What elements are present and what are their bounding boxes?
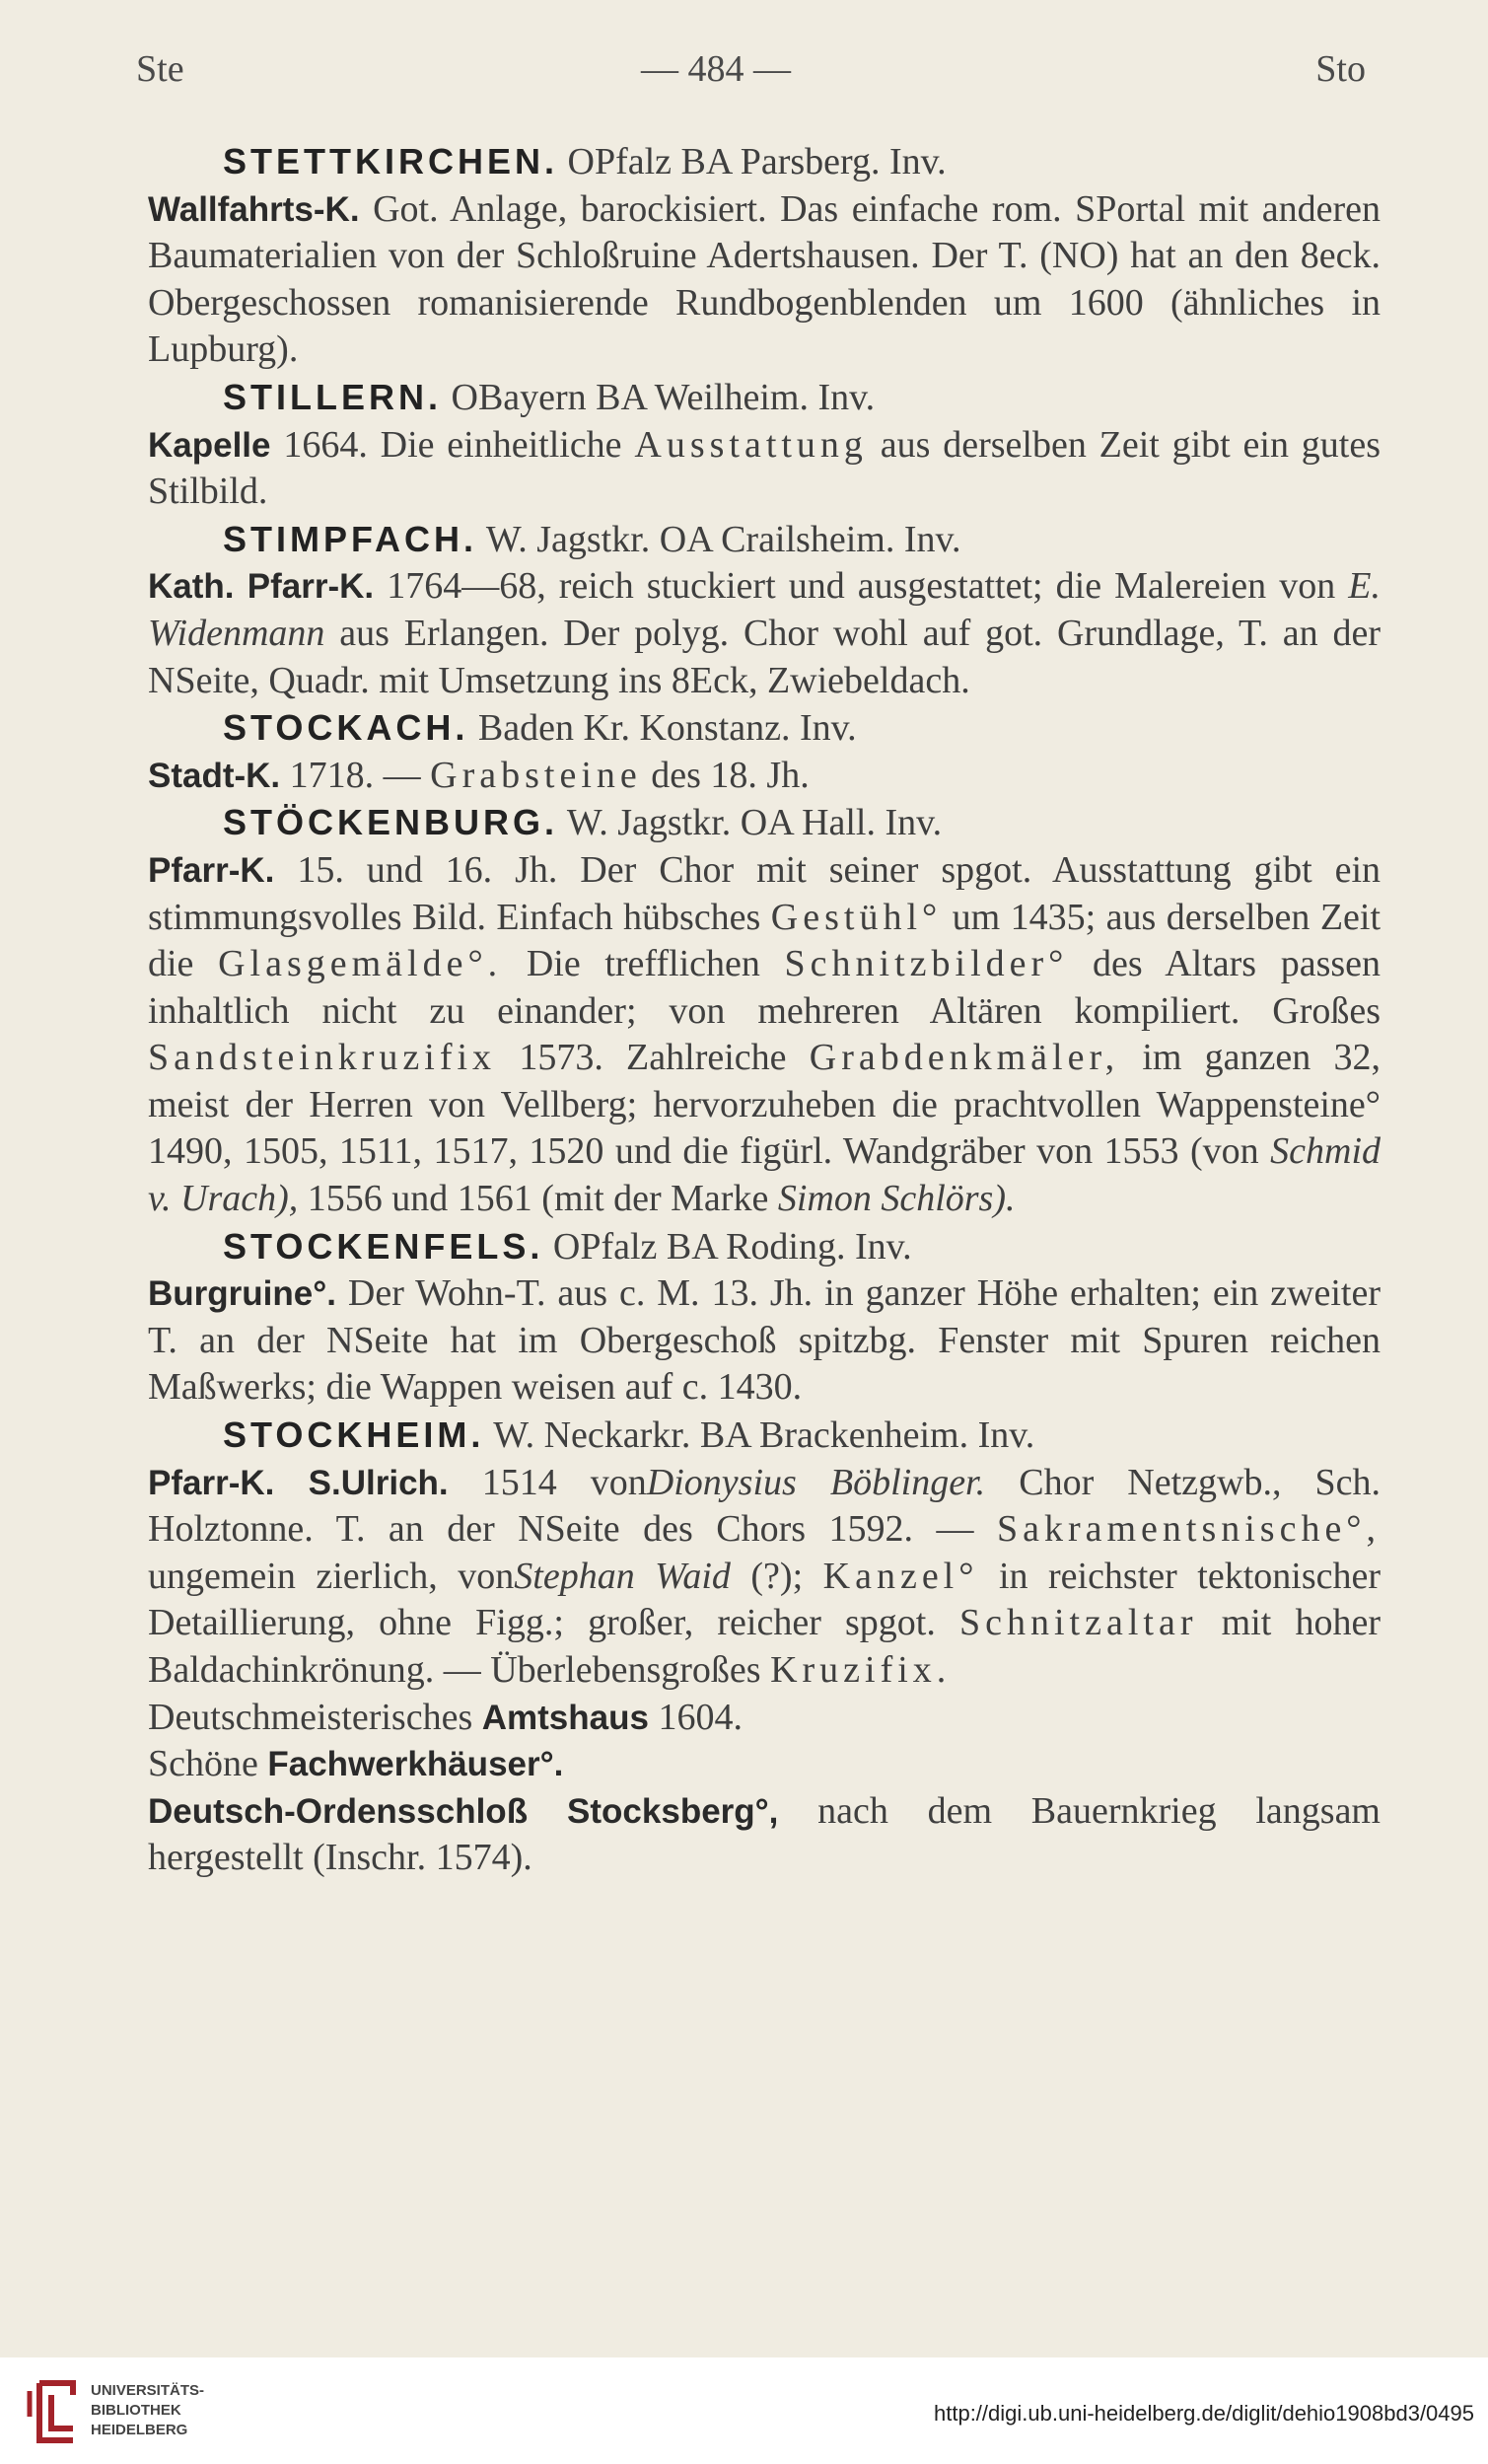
entry-heading [148,1223,1381,1271]
entry-text [148,1270,1381,1412]
artist-name: Schmid v. Urach), [148,1130,1382,1220]
region: W. Jagstkr. OA Hall. Inv. [566,802,943,844]
text: ungemein zierlich, von [148,1555,515,1597]
keyword: Deutsch-Ordensschloß Stocksberg°, [148,1791,779,1831]
entry-heading [148,138,1381,186]
text: 1664. Die einheitliche [283,423,622,466]
keyword: Kapelle [148,425,271,465]
text: mit hoher Baldachinkrönung. — Überlebensgroßes [148,1602,1381,1691]
library-logo-text [91,2381,204,2440]
region: OBayern BA Weilheim. Inv. [451,376,876,418]
spaced-term: Glasgemälde°. [218,943,503,985]
spaced-term: Sandsteinkruzifix [148,1037,497,1079]
spaced-term: Grabsteine [430,754,642,796]
place-name: STILLERN. [223,376,442,417]
entry-heading [148,704,1381,753]
place-name: STOCKHEIM. [223,1414,485,1456]
place-name: STOCKACH. [223,707,469,749]
text: Die trefflichen [526,943,760,985]
entry-heading [148,374,1381,422]
artist-name: Stephan Waid [514,1555,731,1597]
entry-heading [148,516,1381,564]
entry-text [148,1788,1381,1882]
keyword: Kath. Pfarr-K. [148,567,375,607]
keyword: Pfarr-K. S.Ulrich. [148,1463,449,1502]
text: 1556 und 1561 (mit der Marke [307,1178,769,1220]
keyword: Pfarr-K. [148,850,275,890]
entry-text [148,563,1381,704]
artist-name: Simon Schlörs). [777,1178,1016,1220]
entry-text [148,1741,1381,1788]
spaced-term: Kanzel° [822,1555,979,1597]
logo-line: BIBLIOTHEK [91,2402,181,2419]
spaced-term: Ausstattung [634,423,868,466]
page-number: — 484 — [641,48,791,90]
spaced-term: Schnitzaltar [959,1602,1198,1644]
text: 1604. [658,1696,743,1738]
running-header [0,47,1488,97]
text: des 18. Jh. [651,754,810,796]
entry-text [148,422,1381,516]
text: Der Wohn-T. aus c. M. 13. Jh. in ganzer Höhe erhalten; ein zweiter T. an der NSeite hat im Obergeschoß spitzbg. Fenster mit Spuren reichen Maßwerks; die Wappen weisen auf c. 1430. [148,1272,1382,1409]
logo-line: UNIVERSITÄTS- [91,2382,205,2399]
entry-heading [148,1412,1381,1460]
text: aus derselben Zeit gibt ein gutes Stilbild. [148,423,1382,513]
text: 1514 von [481,1461,647,1503]
text: des Altars passen inhaltlich nicht zu einander; von mehreren Altären kompiliert. Großes [148,943,1382,1032]
region: W. Jagstkr. OA Crailsheim. Inv. [485,518,961,560]
text: um 1435; aus derselben Zeit die [148,896,1382,985]
region: OPfalz BA Parsberg. Inv. [567,141,947,182]
text: Deutschmeisterisches [148,1696,473,1738]
region: W. Neckarkr. BA Brackenheim. Inv. [493,1414,1035,1457]
place-name: STÖCKENBURG. [223,802,559,843]
artist-name: E. Widenmann [148,565,1381,654]
keyword: Wallfahrts-K. [148,189,360,229]
text: 1764—68, reich stuckiert und ausgestattet; die Malereien von [387,565,1336,608]
text: (?); [750,1555,804,1597]
keyword: Fachwerkhäuser°. [267,1745,564,1784]
spaced-term: Sakramentsnische°, [996,1508,1382,1551]
entry-text [148,1460,1381,1695]
spaced-term: Schnitzbilder° [784,943,1069,985]
text: Schöne [148,1743,258,1785]
source-url-link[interactable]: http://digi.ub.uni-heidelberg.de/diglit/dehio1908bd3/0495 [934,2401,1474,2426]
text: nach dem Bauernkrieg langsam hergestellt (Inschr. 1574). [148,1789,1381,1879]
entry-text [148,186,1381,374]
logo-line: HEIDELBERG [91,2422,188,2438]
place-name: STOCKENFELS. [223,1225,544,1267]
place-name: STIMPFACH. [223,518,478,559]
keyword: Amtshaus [481,1698,649,1737]
text: 1718. — [289,754,421,796]
entry-text [148,847,1381,1223]
region: OPfalz BA Roding. Inv. [552,1225,912,1268]
entry-text [148,1695,1381,1742]
text: Chor Netzgwb., Sch. Holztonne. T. an der NSeite des Chors 1592. — [148,1461,1382,1551]
entry-text [148,753,1381,800]
header-right: Sto [1315,48,1366,90]
footer-bar [0,2357,1488,2464]
region: Baden Kr. Konstanz. Inv. [477,707,857,750]
entry-heading [148,799,1381,847]
text: im ganzen 32, meist der Herren von Vellberg; hervorzuheben die prachtvollen Wappensteine° 1490, 1505, 1511, 1517, 1520 und die figürl. Wandgräber von 1553 (von [148,1037,1382,1173]
spaced-term: Grabdenkmäler, [809,1037,1120,1079]
spaced-term: Gestühl° [770,896,943,938]
library-logo-icon [22,2377,81,2446]
spaced-term: Kruzifix. [770,1649,952,1691]
text: in reichster tektonischer Detaillierung, ohne Figg.; großer, reicher spgot. [148,1555,1382,1644]
artist-name: Dionysius Böblinger. [646,1461,986,1503]
keyword: Stadt-K. [148,756,281,795]
text: 15. und 16. Jh. Der Chor mit seiner spgot. Ausstattung gibt ein stimmungsvolles Bild. Einfach hübsches [148,848,1381,938]
keyword: Burgruine°. [148,1274,336,1314]
header-left: Ste [136,48,184,90]
text: 1573. Zahlreiche [519,1037,787,1079]
text: Got. Anlage, barockisiert. Das einfache rom. SPortal mit anderen Baumaterialien von der Schloßruine Adertshausen. Der T. (NO) hat an den 8eck. Obergeschossen romanisierende Rundbogenblenden um 1600 (ähnliches in Lupburg). [148,187,1381,371]
place-name: STETTKIRCHEN. [223,141,558,181]
page-body [148,138,1381,1882]
text: aus Erlangen. Der polyg. Chor wohl auf got. Grundlage, T. an der NSeite, Quadr. mit Umsetzung ins 8Eck, Zwiebeldach. [148,612,1382,701]
